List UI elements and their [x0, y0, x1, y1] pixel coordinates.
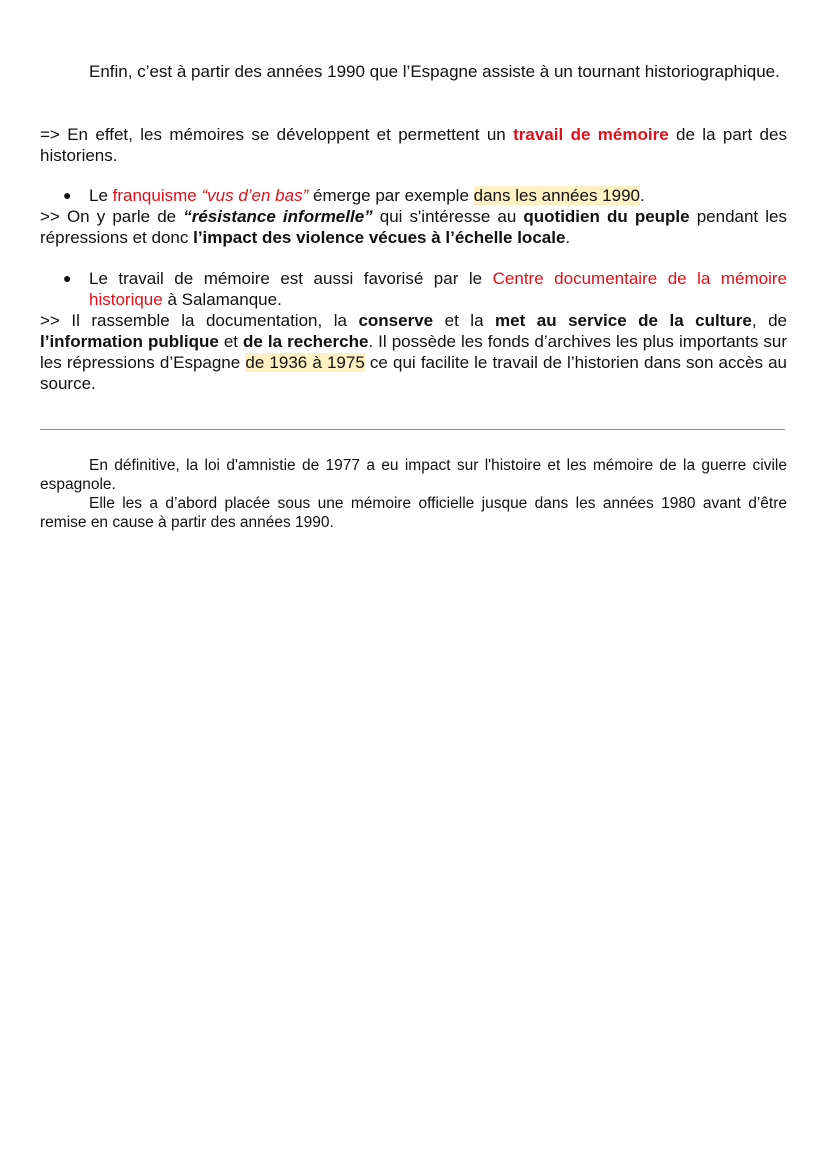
paragraph-text: => En effet, les mémoires se développent et permettent un	[40, 125, 514, 144]
key-term-information-publique: l’information publique	[40, 332, 219, 351]
highlight-1936-1975: de 1936 à 1975	[245, 353, 365, 372]
highlight-annees-1990: dans les années 1990	[473, 186, 640, 205]
paragraph-conclusion-loi-amnistie	[40, 456, 787, 494]
key-term-conserve: conserve	[358, 311, 434, 330]
paragraph-travail-memoire	[40, 124, 787, 166]
paragraph-text: >> Il rassemble la documentation, la	[40, 311, 359, 330]
bullet-dot-icon: ●	[63, 270, 72, 286]
quote-vus-den-bas: “vus d’en bas”	[201, 186, 309, 205]
paragraph-tournant-historiographique	[40, 61, 787, 82]
key-term-impact-violences: l’impact des violence vécues à l’échelle locale	[193, 228, 566, 247]
paragraph-text: ce qui facilite le travail de l’historien dans son accès au source.	[40, 353, 788, 393]
paragraph-rassemble-documentation	[40, 310, 787, 394]
paragraph-text: Elle les a d’abord placée sous une mémoire officielle jusque dans les années 1980 avant d’être remise en cause à partir des années 1990.	[40, 495, 787, 531]
bullet-text: Le	[89, 186, 113, 205]
key-term-quotidien-du-peuple: quotidien du peuple	[523, 207, 690, 226]
bullet-text: à Salamanque.	[162, 290, 282, 309]
paragraph-conclusion-memoire-officielle	[40, 494, 787, 532]
bullet-text: Le travail de mémoire est aussi favorisé par le	[89, 269, 493, 288]
paragraph-text: , de	[751, 311, 787, 330]
key-term-recherche: de la recherche	[243, 332, 369, 351]
paragraph-resistance-informelle	[40, 206, 787, 248]
punctuation: .	[640, 186, 645, 205]
paragraph-text: pendant les répressions et donc	[40, 207, 787, 247]
paragraph-text: de la part des historiens.	[40, 125, 787, 165]
punctuation: .	[565, 228, 571, 247]
paragraph-text: En définitive, la loi d'amnistie de 1977 a eu impact sur l'histoire et les mémoire de la guerre civile espagnole.	[40, 457, 787, 493]
paragraph-text: qui s'intéresse au	[372, 207, 524, 226]
bullet-item-franquisme	[89, 185, 787, 206]
paragraph-text: Enfin, c’est à partir des années 1990 que l’Espagne assiste à un tournant historiographique.	[89, 62, 780, 81]
bullet-dot-icon: ●	[63, 187, 72, 203]
key-term-travail-de-memoire: travail de mémoire	[513, 125, 669, 144]
key-term-centre-documentaire: Centre documentaire de la mémoire historique	[89, 269, 788, 309]
key-term-service-culture: met au service de la culture	[495, 311, 752, 330]
paragraph-text: et la	[433, 311, 496, 330]
paragraph-text: et	[218, 332, 244, 351]
bullet-text: émerge par exemple	[308, 186, 474, 205]
paragraph-text: . Il possède les fonds d’archives les plus importants sur les répressions d’Espagne	[40, 332, 787, 372]
bullet-item-centre-documentaire	[89, 268, 787, 310]
quote-resistance-informelle: “résistance informelle”	[183, 207, 373, 226]
key-term-franquisme: franquisme	[112, 186, 197, 205]
horizontal-divider	[40, 429, 785, 430]
paragraph-text: >> On y parle de	[40, 207, 184, 226]
